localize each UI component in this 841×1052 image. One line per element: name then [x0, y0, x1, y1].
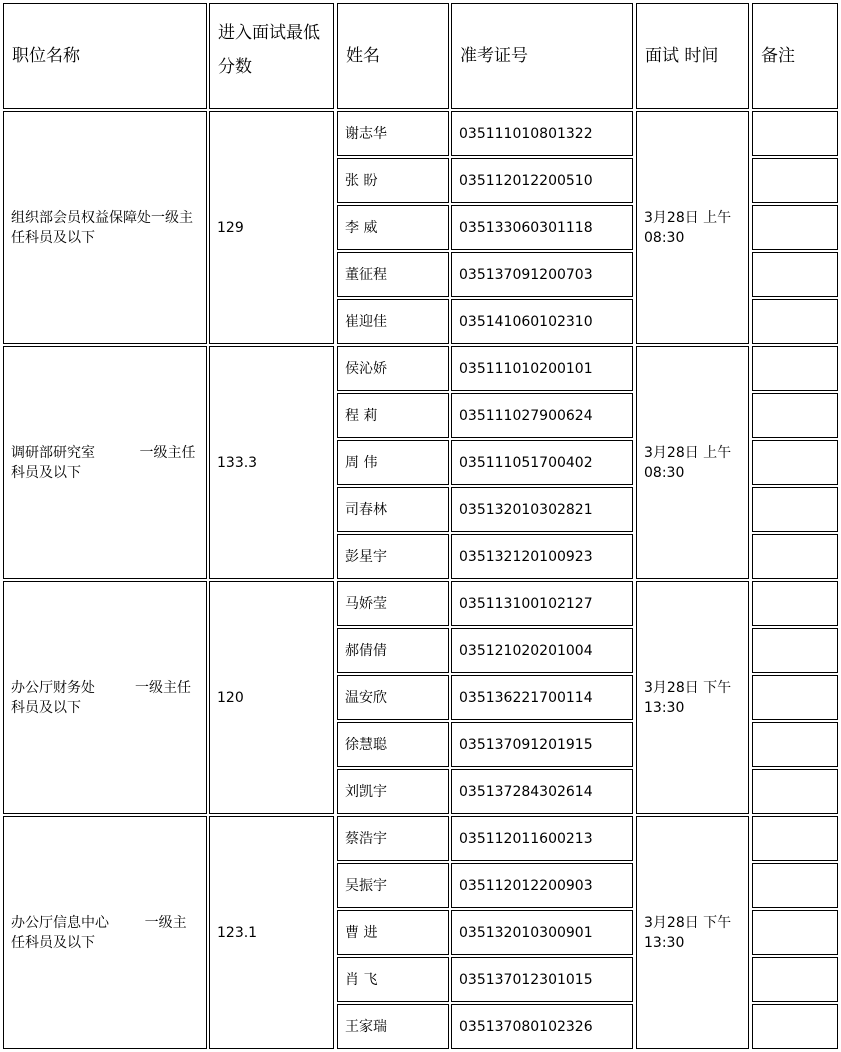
- candidate-exam-no: [451, 158, 633, 203]
- remark-cell: [752, 487, 838, 532]
- interview-time-cell-text: 3月28日 下午 13:30: [644, 914, 732, 951]
- remark-cell: [752, 910, 838, 955]
- candidate-name: [337, 440, 449, 485]
- remark-cell: [752, 252, 838, 297]
- candidate-name-text: 彭星宇: [345, 548, 387, 565]
- header-min-score: [209, 3, 334, 109]
- candidate-exam-no-text: 035111027900624: [459, 407, 593, 424]
- candidate-name-text: 周 伟: [345, 454, 378, 471]
- header-name: [337, 3, 449, 109]
- header-exam-no-text: 准考证号: [460, 46, 528, 66]
- candidate-exam-no-text: 035111010200101: [459, 360, 593, 377]
- position-cell: [3, 816, 207, 1049]
- candidate-name: [337, 111, 449, 156]
- candidate-exam-no-text: 035137091200703: [459, 266, 593, 283]
- position-cell-text: 调研部研究室 一级主任科员及以下: [11, 444, 196, 481]
- candidate-name-text: 程 莉: [345, 407, 378, 424]
- min-score-cell-text: 129: [217, 219, 244, 236]
- candidate-name: [337, 957, 449, 1002]
- candidate-exam-no-text: 035113100102127: [459, 595, 593, 612]
- candidate-exam-no: [451, 1004, 633, 1049]
- candidate-exam-no: [451, 534, 633, 579]
- header-remark: [752, 3, 838, 109]
- candidate-exam-no-text: 035136221700114: [459, 689, 593, 706]
- remark-cell: [752, 863, 838, 908]
- candidate-exam-no: [451, 957, 633, 1002]
- remark-cell: [752, 722, 838, 767]
- candidate-name-text: 马娇莹: [345, 595, 387, 612]
- candidate-exam-no: [451, 205, 633, 250]
- interview-time-cell: [636, 111, 749, 344]
- interview-time-cell-text: 3月28日 上午 08:30: [644, 444, 732, 481]
- header-interview-time: [636, 3, 749, 109]
- candidate-exam-no-text: 035111010801322: [459, 125, 593, 142]
- remark-cell: [752, 158, 838, 203]
- candidate-exam-no: [451, 722, 633, 767]
- remark-cell: [752, 534, 838, 579]
- interview-time-cell: [636, 816, 749, 1049]
- candidate-name-text: 侯沁娇: [345, 360, 387, 377]
- candidate-name-text: 徐慧聪: [345, 736, 387, 753]
- candidate-exam-no-text: 035133060301118: [459, 219, 593, 236]
- remark-cell: [752, 581, 838, 626]
- candidate-exam-no: [451, 863, 633, 908]
- candidate-exam-no-text: 035112012200510: [459, 172, 593, 189]
- candidate-exam-no-text: 035132120100923: [459, 548, 593, 565]
- remark-cell: [752, 299, 838, 344]
- header-name-text: 姓名: [346, 46, 380, 66]
- candidate-exam-no-text: 035132010300901: [459, 924, 593, 941]
- candidate-name-text: 温安欣: [345, 689, 387, 706]
- candidate-name-text: 李 威: [345, 219, 378, 236]
- candidate-name: [337, 581, 449, 626]
- interview-time-cell-text: 3月28日 下午 13:30: [644, 679, 732, 716]
- candidate-name-text: 张 盼: [345, 172, 378, 189]
- candidate-name: [337, 487, 449, 532]
- remark-cell: [752, 628, 838, 673]
- candidate-exam-no: [451, 346, 633, 391]
- candidate-name-text: 蔡浩宇: [345, 830, 387, 847]
- candidate-exam-no: [451, 393, 633, 438]
- remark-cell: [752, 346, 838, 391]
- candidate-exam-no: [451, 581, 633, 626]
- candidate-exam-no: [451, 628, 633, 673]
- candidate-exam-no: [451, 816, 633, 861]
- candidate-exam-no: [451, 487, 633, 532]
- position-cell: [3, 581, 207, 814]
- candidate-exam-no-text: 035137091201915: [459, 736, 593, 753]
- candidate-exam-no: [451, 910, 633, 955]
- candidate-name: [337, 158, 449, 203]
- remark-cell: [752, 675, 838, 720]
- candidate-name: [337, 252, 449, 297]
- header-position-text: 职位名称: [12, 46, 80, 66]
- candidate-exam-no-text: 035112011600213: [459, 830, 593, 847]
- remark-cell: [752, 205, 838, 250]
- header-remark-text: 备注: [761, 46, 795, 66]
- candidate-name: [337, 1004, 449, 1049]
- header-interview-time-text: 面试 时间: [645, 46, 719, 66]
- position-cell-text: 组织部会员权益保障处一级主任科员及以下: [11, 209, 193, 246]
- candidate-exam-no: [451, 769, 633, 814]
- min-score-cell: [209, 581, 334, 814]
- candidate-exam-no: [451, 252, 633, 297]
- candidate-name-text: 谢志华: [345, 125, 387, 142]
- candidate-name: [337, 722, 449, 767]
- candidate-exam-no: [451, 111, 633, 156]
- candidate-name-text: 吴振宇: [345, 877, 387, 894]
- candidate-exam-no-text: 035137012301015: [459, 971, 593, 988]
- candidate-exam-no-text: 035137080102326: [459, 1018, 593, 1035]
- header-exam-no: [451, 3, 633, 109]
- remark-cell: [752, 440, 838, 485]
- candidate-exam-no-text: 035112012200903: [459, 877, 593, 894]
- candidate-name: [337, 910, 449, 955]
- remark-cell: [752, 111, 838, 156]
- candidate-name: [337, 816, 449, 861]
- remark-cell: [752, 957, 838, 1002]
- header-position: [3, 3, 207, 109]
- remark-cell: [752, 1004, 838, 1049]
- candidate-name-text: 曹 进: [345, 924, 378, 941]
- candidate-exam-no-text: 035137284302614: [459, 783, 593, 800]
- header-min-score-text: 进入面试最低分数: [218, 23, 320, 77]
- interview-time-cell-text: 3月28日 上午 08:30: [644, 209, 732, 246]
- min-score-cell: [209, 346, 334, 579]
- candidate-name-text: 司春林: [345, 501, 387, 518]
- min-score-cell: [209, 816, 334, 1049]
- candidate-name-text: 刘凯宇: [345, 783, 387, 800]
- position-cell: [3, 111, 207, 344]
- candidate-name: [337, 205, 449, 250]
- candidate-name: [337, 299, 449, 344]
- candidate-name: [337, 628, 449, 673]
- position-cell-text: 办公厅财务处 一级主任科员及以下: [11, 679, 192, 716]
- min-score-cell-text: 123.1: [217, 924, 258, 941]
- min-score-cell-text: 133.3: [217, 454, 258, 471]
- candidate-exam-no-text: 035121020201004: [459, 642, 593, 659]
- candidate-exam-no-text: 035132010302821: [459, 501, 593, 518]
- candidate-name-text: 郝倩倩: [345, 642, 387, 659]
- candidate-name: [337, 346, 449, 391]
- remark-cell: [752, 393, 838, 438]
- candidate-name-text: 王家瑞: [345, 1018, 387, 1035]
- remark-cell: [752, 816, 838, 861]
- candidate-exam-no-text: 035141060102310: [459, 313, 593, 330]
- interview-time-cell: [636, 581, 749, 814]
- candidate-name: [337, 863, 449, 908]
- candidate-name: [337, 675, 449, 720]
- min-score-cell-text: 120: [217, 689, 244, 706]
- candidate-exam-no: [451, 440, 633, 485]
- candidate-exam-no: [451, 299, 633, 344]
- candidate-name-text: 崔迎佳: [345, 313, 387, 330]
- min-score-cell: [209, 111, 334, 344]
- candidate-name: [337, 534, 449, 579]
- candidate-exam-no-text: 035111051700402: [459, 454, 593, 471]
- candidate-name-text: 董征程: [345, 266, 387, 283]
- candidate-name: [337, 393, 449, 438]
- remark-cell: [752, 769, 838, 814]
- candidate-exam-no: [451, 675, 633, 720]
- position-cell: [3, 346, 207, 579]
- candidate-name-text: 肖 飞: [345, 971, 378, 988]
- interview-time-cell: [636, 346, 749, 579]
- position-cell-text: 办公厅信息中心 一级主任科员及以下: [11, 914, 187, 951]
- candidate-name: [337, 769, 449, 814]
